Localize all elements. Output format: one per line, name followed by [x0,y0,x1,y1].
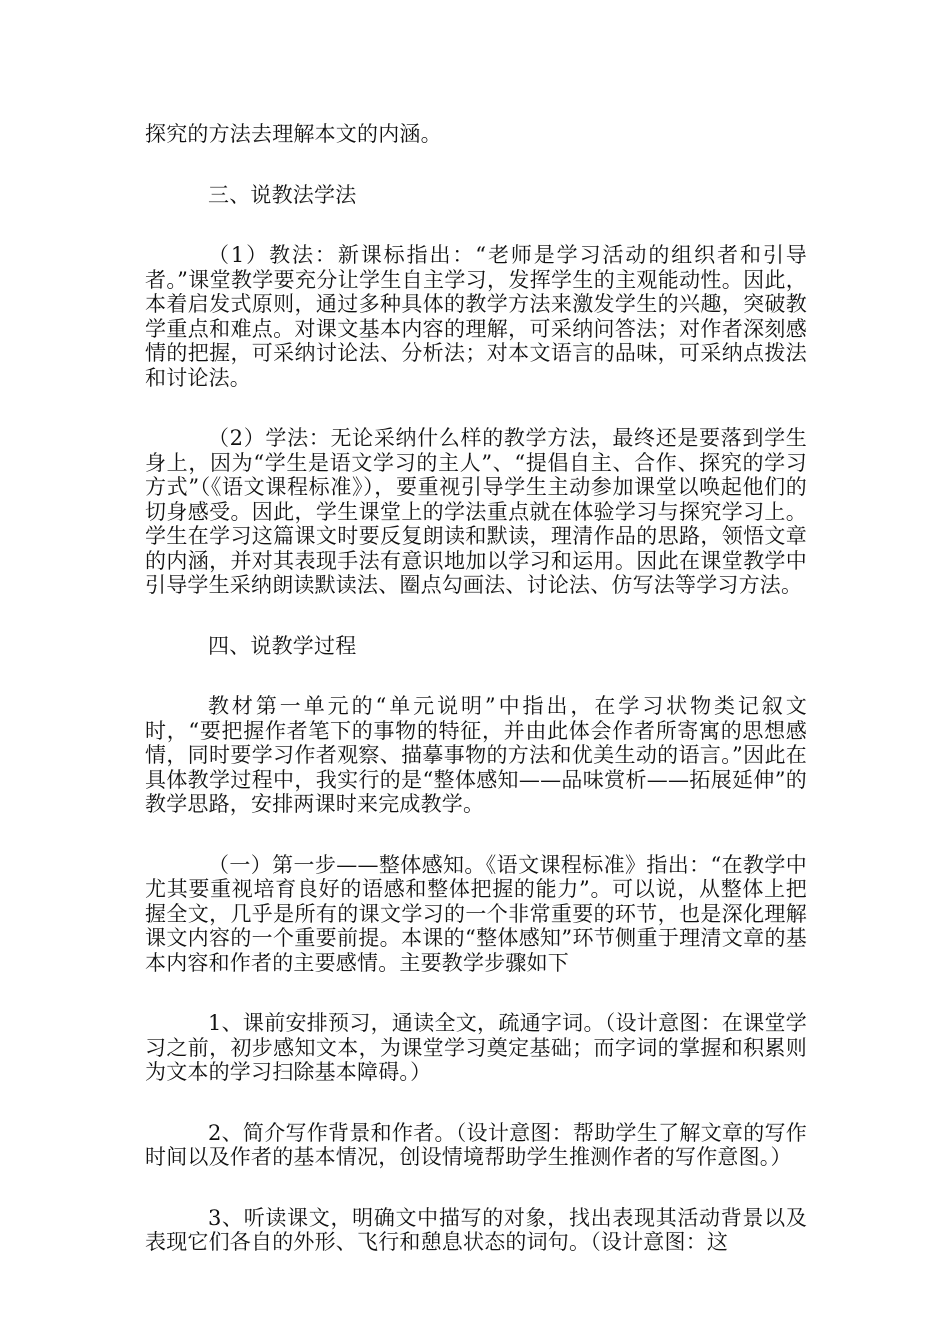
paragraph-step-one: （一）第一步——整体感知。《语文课程标准》指出：“在教学中尤其要重视培育良好的语感和整体把握的能力”。可以说，从整体上把握全文，几乎是所有的课文学习的一个非常重要的环节，也是深化理解课文内容的一个重要前提。本课的“整体感知”环节侧重于理清文章的基本内容和作者的主要感情。主要教学步骤如下 [145,852,807,975]
section-heading-teaching-methods: 三、说教法学法 [208,182,357,207]
list-item-step-1: 1、课前安排预习，通读全文，疏通字词。（设计意图：在课堂学习之前，初步感知文本，为课堂学习奠定基础；而字词的掌握和积累则为文本的学习扫除基本障碍。） [145,1011,807,1084]
paragraph-unit-description: 教材第一单元的“单元说明”中指出，在学习状物类记叙文时，“要把握作者笔下的事物的特征，并由此体会作者所寄寓的思想感情，同时要学习作者观察、描摹事物的方法和优美生动的语言。”因此在具体教学过程中，我实行的是“整体感知——品味赏析——拓展延伸”的教学思路，安排两课时来完成教学。 [145,694,807,816]
paragraph-continuation: 探究的方法去理解本文的内涵。 [145,122,442,146]
section-heading-teaching-process: 四、说教学过程 [208,633,357,658]
paragraph-teaching-method: （1）教法：新课标指出：“老师是学习活动的组织者和引导者。”课堂教学要充分让学生自主学习，发挥学生的主观能动性。因此，本着启发式原则，通过多种具体的教学方法来激发学生的兴趣，突破教学重点和难点。对课文基本内容的理解，可采纳问答法；对作者深刻感情的把握，可采纳讨论法、分析法；对本文语言的品味，可采纳点拨法和讨论法。 [145,243,807,390]
paragraph-learning-method: （2）学法：无论采纳什么样的教学方法，最终还是要落到学生身上，因为“学生是语文学习的主人”、“提倡自主、合作、探究的学习方式”（《语文课程标准》），要重视引导学生主动参加课堂以唤起他们的切身感受。因此，学生课堂上的学法重点就在体验学习与探究学习上。学生在学习这篇课文时要反复朗读和默读，理清作品的思路，领悟文章的内涵，并对其表现手法有意识地加以学习和运用。因此在课堂教学中引导学生采纳朗读默读法、圈点勾画法、讨论法、仿写法等学习方法。 [145,426,807,597]
list-item-step-3: 3、听读课文，明确文中描写的对象，找出表现其活动背景以及表现它们各自的外形、飞行和憩息状态的词句。（设计意图：这 [145,1205,807,1254]
list-item-step-2: 2、简介写作背景和作者。（设计意图：帮助学生了解文章的写作时间以及作者的基本情况，创设情境帮助学生推测作者的写作意图。） [145,1120,807,1169]
document-page [145,122,807,1291]
